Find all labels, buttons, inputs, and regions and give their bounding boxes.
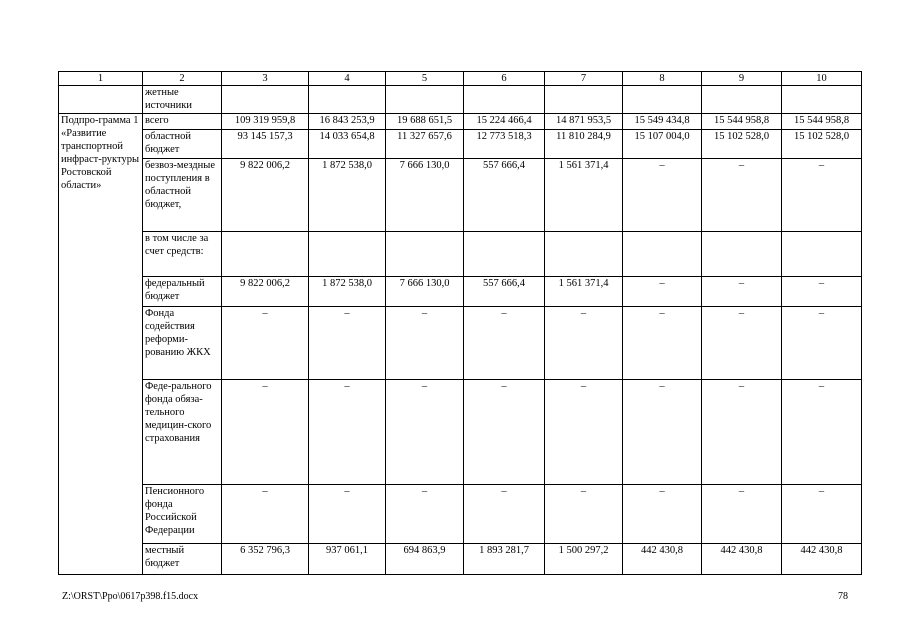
header-cell: 2 bbox=[143, 72, 222, 86]
value-cell: – bbox=[386, 485, 464, 544]
row-label: Феде-рального фонда обяза-тельного медицин-ского страхования bbox=[143, 380, 222, 485]
value-cell: – bbox=[545, 485, 623, 544]
value-cell: 1 893 281,7 bbox=[464, 544, 545, 575]
value-cell: 442 430,8 bbox=[623, 544, 702, 575]
table-cell bbox=[545, 86, 623, 114]
value-cell: 15 224 466,4 bbox=[464, 114, 545, 130]
value-cell: 1 500 297,2 bbox=[545, 544, 623, 575]
row-label: всего bbox=[143, 114, 222, 130]
value-cell: – bbox=[222, 380, 309, 485]
value-cell: 9 822 006,2 bbox=[222, 159, 309, 232]
value-cell: – bbox=[702, 485, 782, 544]
value-cell bbox=[309, 232, 386, 277]
value-cell: 1 872 538,0 bbox=[309, 159, 386, 232]
value-cell: 6 352 796,3 bbox=[222, 544, 309, 575]
value-cell: 16 843 253,9 bbox=[309, 114, 386, 130]
value-cell: – bbox=[222, 485, 309, 544]
value-cell bbox=[545, 232, 623, 277]
value-cell: 557 666,4 bbox=[464, 277, 545, 307]
table-cell bbox=[309, 86, 386, 114]
value-cell: – bbox=[464, 380, 545, 485]
value-cell: – bbox=[309, 485, 386, 544]
value-cell bbox=[386, 232, 464, 277]
value-cell: – bbox=[782, 307, 862, 380]
value-cell: – bbox=[222, 307, 309, 380]
row-label: областной бюджет bbox=[143, 130, 222, 159]
header-cell: 7 bbox=[545, 72, 623, 86]
value-cell: – bbox=[309, 380, 386, 485]
row-label: в том числе за счет средств: bbox=[143, 232, 222, 277]
value-cell bbox=[623, 232, 702, 277]
value-cell: 557 666,4 bbox=[464, 159, 545, 232]
value-cell: 12 773 518,3 bbox=[464, 130, 545, 159]
value-cell: 1 872 538,0 bbox=[309, 277, 386, 307]
table-row bbox=[59, 277, 862, 307]
value-cell: – bbox=[702, 307, 782, 380]
value-cell: 15 107 004,0 bbox=[623, 130, 702, 159]
value-cell: 442 430,8 bbox=[782, 544, 862, 575]
value-cell: 109 319 959,8 bbox=[222, 114, 309, 130]
value-cell: 11 327 657,6 bbox=[386, 130, 464, 159]
value-cell: 15 549 434,8 bbox=[623, 114, 702, 130]
header-cell: 10 bbox=[782, 72, 862, 86]
value-cell: – bbox=[702, 380, 782, 485]
row-label: федеральный бюджет bbox=[143, 277, 222, 307]
table-row bbox=[59, 130, 862, 159]
header-cell: 3 bbox=[222, 72, 309, 86]
value-cell: 15 544 958,8 bbox=[702, 114, 782, 130]
value-cell: – bbox=[464, 307, 545, 380]
table-cell bbox=[782, 86, 862, 114]
value-cell: – bbox=[623, 277, 702, 307]
value-cell: 15 544 958,8 bbox=[782, 114, 862, 130]
value-cell: – bbox=[623, 159, 702, 232]
table-row bbox=[59, 380, 862, 485]
table-row bbox=[59, 159, 862, 232]
value-cell: – bbox=[782, 277, 862, 307]
value-cell: – bbox=[782, 159, 862, 232]
value-cell: 14 871 953,5 bbox=[545, 114, 623, 130]
value-cell: – bbox=[309, 307, 386, 380]
value-cell: 1 561 371,4 bbox=[545, 159, 623, 232]
value-cell: – bbox=[464, 485, 545, 544]
value-cell bbox=[222, 232, 309, 277]
value-cell: – bbox=[623, 485, 702, 544]
table-row bbox=[59, 307, 862, 380]
table-cell bbox=[222, 86, 309, 114]
value-cell: 694 863,9 bbox=[386, 544, 464, 575]
header-cell: 9 bbox=[702, 72, 782, 86]
value-cell: – bbox=[623, 307, 702, 380]
table-cell bbox=[623, 86, 702, 114]
header-cell: 6 bbox=[464, 72, 545, 86]
value-cell: 442 430,8 bbox=[702, 544, 782, 575]
header-cell: 1 bbox=[59, 72, 143, 86]
value-cell bbox=[782, 232, 862, 277]
value-cell: 7 666 130,0 bbox=[386, 277, 464, 307]
table-header-row bbox=[59, 72, 862, 86]
table-row bbox=[59, 485, 862, 544]
row-label: жетные источники bbox=[143, 86, 222, 114]
budget-table bbox=[58, 71, 862, 575]
table-row bbox=[59, 86, 862, 114]
header-cell: 8 bbox=[623, 72, 702, 86]
table-row bbox=[59, 114, 862, 130]
value-cell: – bbox=[545, 380, 623, 485]
value-cell: – bbox=[545, 307, 623, 380]
value-cell: 9 822 006,2 bbox=[222, 277, 309, 307]
value-cell: 7 666 130,0 bbox=[386, 159, 464, 232]
footer-page-number: 78 bbox=[838, 591, 848, 602]
footer-file-path: Z:\ORST\Ppo\0617p398.f15.docx bbox=[62, 591, 199, 602]
value-cell: – bbox=[623, 380, 702, 485]
value-cell: – bbox=[702, 159, 782, 232]
value-cell: 1 561 371,4 bbox=[545, 277, 623, 307]
value-cell: 15 102 528,0 bbox=[702, 130, 782, 159]
table-cell bbox=[464, 86, 545, 114]
program-label: Подпро-грамма 1 «Развитие транспортной инфраст-руктуры Ростовской области» bbox=[59, 114, 143, 575]
header-cell: 4 bbox=[309, 72, 386, 86]
header-cell: 5 bbox=[386, 72, 464, 86]
value-cell: 14 033 654,8 bbox=[309, 130, 386, 159]
value-cell: 19 688 651,5 bbox=[386, 114, 464, 130]
value-cell: 93 145 157,3 bbox=[222, 130, 309, 159]
value-cell bbox=[464, 232, 545, 277]
row-label: Пенсионного фонда Российской Федерации bbox=[143, 485, 222, 544]
row-label: безвоз-мездные поступления в областной бюджет, bbox=[143, 159, 222, 232]
row-label: Фонда содействия реформи-рованию ЖКХ bbox=[143, 307, 222, 380]
table-cell bbox=[702, 86, 782, 114]
value-cell: 15 102 528,0 bbox=[782, 130, 862, 159]
table-row bbox=[59, 544, 862, 575]
value-cell: – bbox=[386, 307, 464, 380]
value-cell: – bbox=[386, 380, 464, 485]
value-cell: – bbox=[702, 277, 782, 307]
table-cell bbox=[386, 86, 464, 114]
table-cell bbox=[59, 86, 143, 114]
row-label: местный бюджет bbox=[143, 544, 222, 575]
value-cell: 937 061,1 bbox=[309, 544, 386, 575]
value-cell: – bbox=[782, 485, 862, 544]
value-cell: – bbox=[782, 380, 862, 485]
table-row bbox=[59, 232, 862, 277]
value-cell: 11 810 284,9 bbox=[545, 130, 623, 159]
value-cell bbox=[702, 232, 782, 277]
